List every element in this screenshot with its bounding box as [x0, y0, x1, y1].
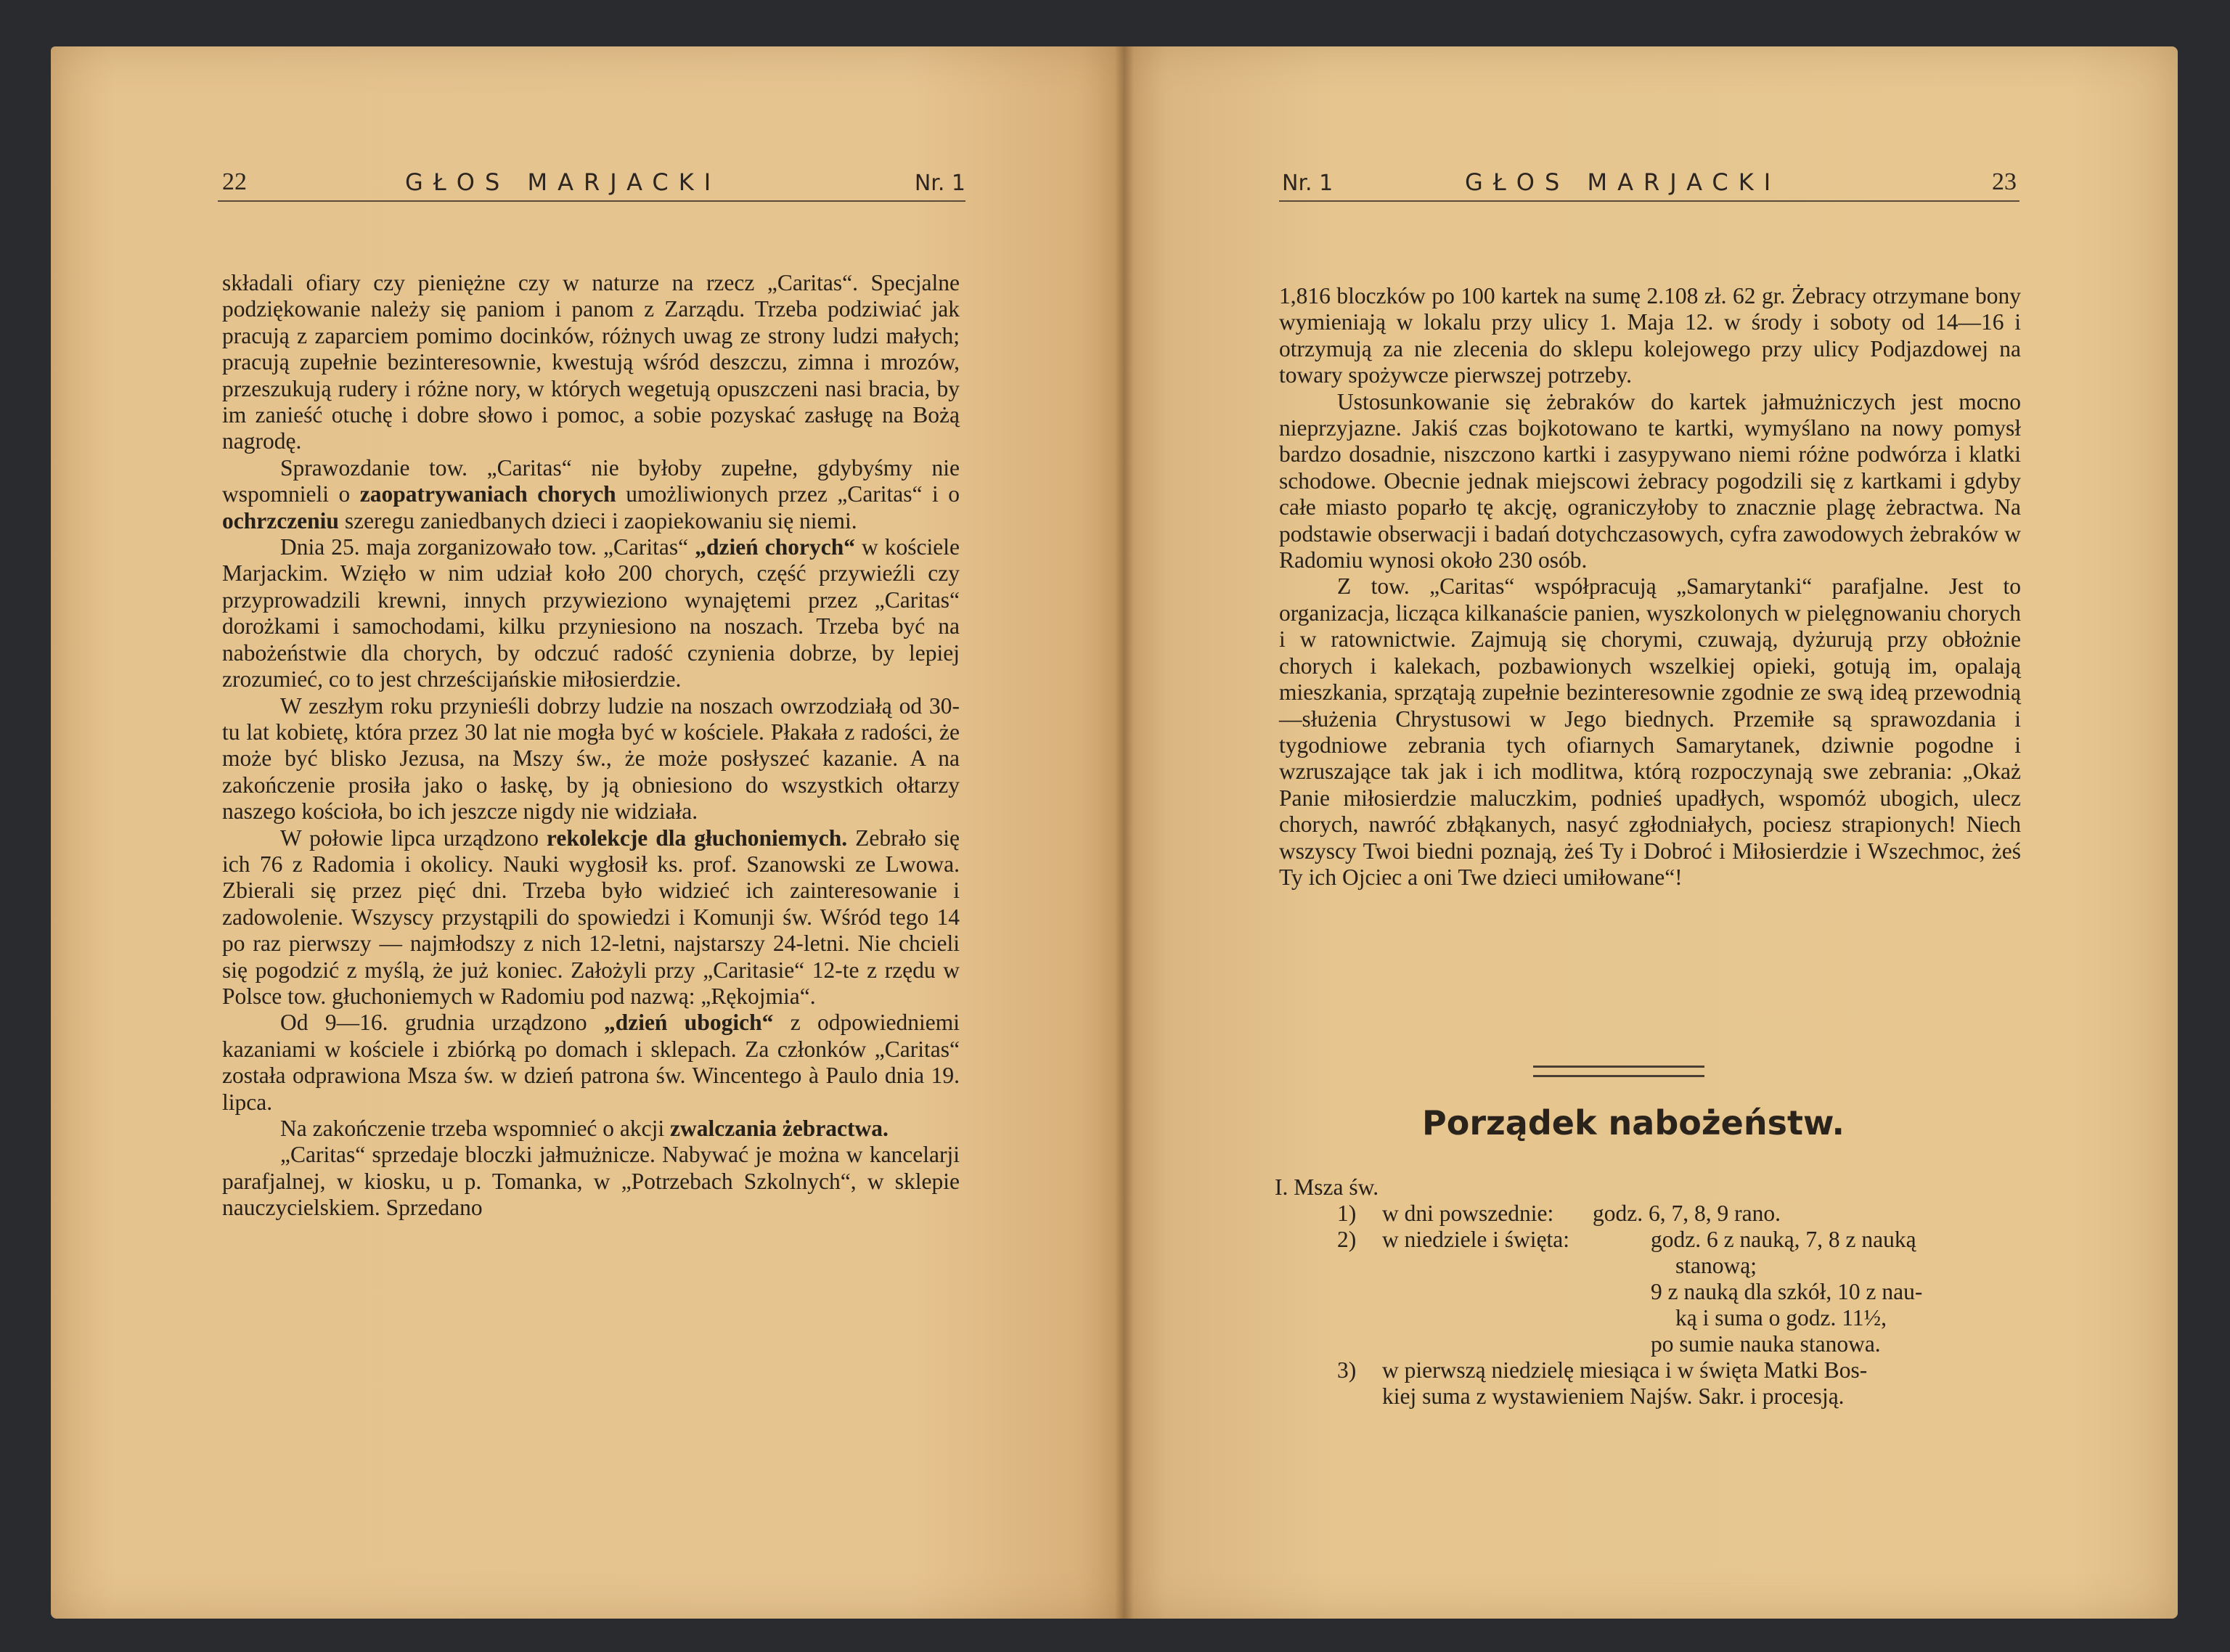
schedule-item-number: 3) [1337, 1357, 1357, 1383]
right-text-column [1279, 283, 2021, 891]
left-issue-number: Nr. 1 [914, 171, 965, 196]
right-paragraph: 1,816 bloczków po 100 kartek na sumę 2.108 zł. 62 gr. Żebracy otrzymane bony wymieniają w lokalu przy ulicy 1. Maja 12. w środy i soboty od 14—16 i otrzymują za nie zlecenia do sklepu kolejowego przy ulicy Podjazdowej na towary spożywcze pierwszej potrzeby. [1279, 283, 2021, 388]
schedule-item-text: ką i suma o godz. 11½, [1675, 1305, 1887, 1330]
right-page-header [1279, 161, 2019, 202]
schedule-heading: I. Msza św. [1275, 1174, 1379, 1200]
left-paragraph: W zeszłym roku przynieśli dobrzy ludzie na noszach owrzodziałą od 30-tu lat kobietę, która przez 30 lat nie mogła być w kościele. Płakała z radości, że może być blisko Jezusa, na Mszy św., że może posłyszeć kazanie. A na zakończenie prosiła jako o łaskę, by ją obniesiono do wszystkich ołtarzy naszego kościoła, bo ich jeszcze nigdy nie widziała. [222, 692, 960, 825]
schedule-item-number: 2) [1337, 1227, 1357, 1252]
section-divider [1533, 1066, 1704, 1077]
right-running-title: GŁOS MARJACKI [1465, 168, 1781, 196]
schedule-item-label: w niedziele i święta: [1382, 1227, 1570, 1252]
schedule-item-text: godz. 6 z nauką, 7, 8 z nauką [1651, 1227, 1916, 1252]
schedule-item-text: kiej suma z wystawieniem Najśw. Sakr. i procesją. [1382, 1383, 1845, 1409]
left-paragraph: Sprawozdanie tow. „Caritas“ nie byłoby zupełne, gdybyśmy nie wspomnieli o zaopatrywaniach chorych umożliwionych przez „Caritas“ i o ochrzczeniu szeregu zaniedbanych dzieci i zaopiekowaniu się niemi. [222, 454, 960, 533]
right-paragraph: Z tow. „Caritas“ współpracują „Samarytanki“ parafjalne. Jest to organizacja, licząca kilkanaście panien, wyszkolonych w pielęgnowaniu chorych i w ratownictwie. Zajmują się chorymi, czuwają, dyżurują przy obłożnie chorych i kalekach, pozbawionych wszelkiej opieki, gotują im, opalają mieszkania, sprzątają zupełnie bezinteresownie zgodnie ze swą ideą przewodnią —służenia Chrystusowi w Jego biednych. Przemiłe są sprawozdania i tygodniowe zebrania tych ofiarnych Samarytanek, dziwnie pogodne i wzruszające tak jak i ich modlitwa, którą rozpoczynają swe zebrania: „Okaż Panie miłosierdzie maluczkim, podnieś upadłych, wspomóż ubogich, ulecz chorych, nawróć zbłąkanych, nasyć zgłodniałych, pociesz strapionych! Niech wszyscy Twoi biedni poznają, żeś Ty i Dobroć i Miłosierdzie i Wszechmoc, żeś Ty ich Ojciec a oni Twe dzieci umiłowane“! [1279, 573, 2021, 890]
left-paragraph: „Caritas“ sprzedaje bloczki jałmużnicze. Nabywać je można w kancelarji parafjalnej, w kiosku, u p. Tomanka, w „Potrzebach Szkolnych“, w sklepie nauczycielskiem. Sprzedano [222, 1142, 960, 1221]
schedule-item-number: 1) [1337, 1201, 1357, 1226]
left-paragraph: W połowie lipca urządzono rekolekcje dla głuchoniemych. Zebrało się ich 76 z Radomia i okolicy. Nauki wygłosił ks. prof. Szanowski ze Lwowa. Zbierali się przez pięć dni. Trzeba było widzieć ich zainteresowanie i zadowolenie. Wszyscy przystąpili do spowiedzi i Komunji św. Wśród tego 14 po raz pierwszy — najmłodszy z nich 12-letni, najstarszy 24-letni. Nie chcieli się pogodzić z myślą, że już koniec. Założyli przy „Caritasie“ 12-te z rzędu w Polsce tow. głuchoniemych w Radomiu pod nazwą: „Rękojmia“. [222, 825, 960, 1009]
schedule-item-text: godz. 6, 7, 8, 9 rano. [1593, 1201, 1781, 1226]
schedule-item-text: po sumie nauka stanowa. [1651, 1331, 1881, 1357]
page-gutter [1115, 46, 1134, 1619]
right-paragraph: Ustosunkowanie się żebraków do kartek jałmużniczych jest mocno nieprzyjazne. Jakiś czas bojkotowano te kartki, wymyślano na nowy pomysł bardzo dosadnie, niszczono kartki i zasypywano niemi różne podwórza i klatki schodowe. Obecnie jednak miejscowi żebracy pogodzili się z kartkami i gdyby całe miasto poparło tę akcję, ograniczyłoby to znacznie plagę żebractwa. Na podstawie obserwacji i badań dotychczasowych, cyfra zawodowych żebraków w Radomiu wynosi około 230 osób. [1279, 388, 2021, 573]
schedule-item-label: w dni powszednie: [1382, 1201, 1554, 1226]
left-page-number: 22 [222, 168, 247, 195]
schedule-item-text: 9 z nauką dla szkół, 10 z nau- [1651, 1279, 1923, 1304]
left-paragraph: Na zakończenie trzeba wspomnieć o akcji zwalczania żebractwa. [280, 1116, 889, 1141]
mass-schedule [1275, 1174, 2022, 1414]
right-page-number: 23 [1992, 168, 2017, 195]
section-title: Porządek nabożeństw. [1422, 1103, 1845, 1142]
left-text-column [222, 270, 960, 1222]
left-paragraph: składali ofiary czy pieniężne czy w naturze na rzecz „Caritas“. Specjalne podziękowanie należy się paniom i panom z Zarządu. Trzeba podziwiać jak pracują z zaparciem pomimo docinków, różnych uwag ze strony ludzi małych; pracują zupełnie bezinteresownie, kwestują wśród deszczu, zimna i mrozów, przeszukują rudery i różne nory, w których wegetują opuszczeni nasi bracia, by im zanieść otuchę i dobre słowo i pomoc, a sobie pozyskać zasługę na Bożą nagrodę. [222, 270, 960, 454]
left-running-title: GŁOS MARJACKI [405, 168, 722, 196]
left-page-header [218, 161, 965, 202]
left-paragraph: Od 9—16. grudnia urządzono „dzień ubogich“ z odpowiedniemi kazaniami w kościele i zbiórką po domach i sklepach. Za członków „Caritas“ została odprawiona Msza św. w dzień patrona św. Wincentego à Paulo dnia 19. lipca. [222, 1010, 960, 1115]
schedule-item-text: w pierwszą niedzielę miesiąca i w święta Matki Bos- [1382, 1357, 1868, 1383]
right-issue-number: Nr. 1 [1282, 171, 1333, 196]
schedule-item-text: stanową; [1675, 1253, 1757, 1278]
left-paragraph: Dnia 25. maja zorganizowało tow. „Caritas“ „dzień chorych“ w kościele Marjackim. Wzięło w nim udział koło 200 chorych, część przywieźli czy przyprowadzili krewni, innych przywieziono wynajętemi przez „Caritas“ dorożkami i samochodami, kilku przyniesiono na noszach. Trzeba być na nabożeństwie dla chorych, by odczuć radość czynienia dobrze, by lepiej zrozumieć, co to jest chrześcijańskie miłosierdzie. [222, 534, 960, 692]
